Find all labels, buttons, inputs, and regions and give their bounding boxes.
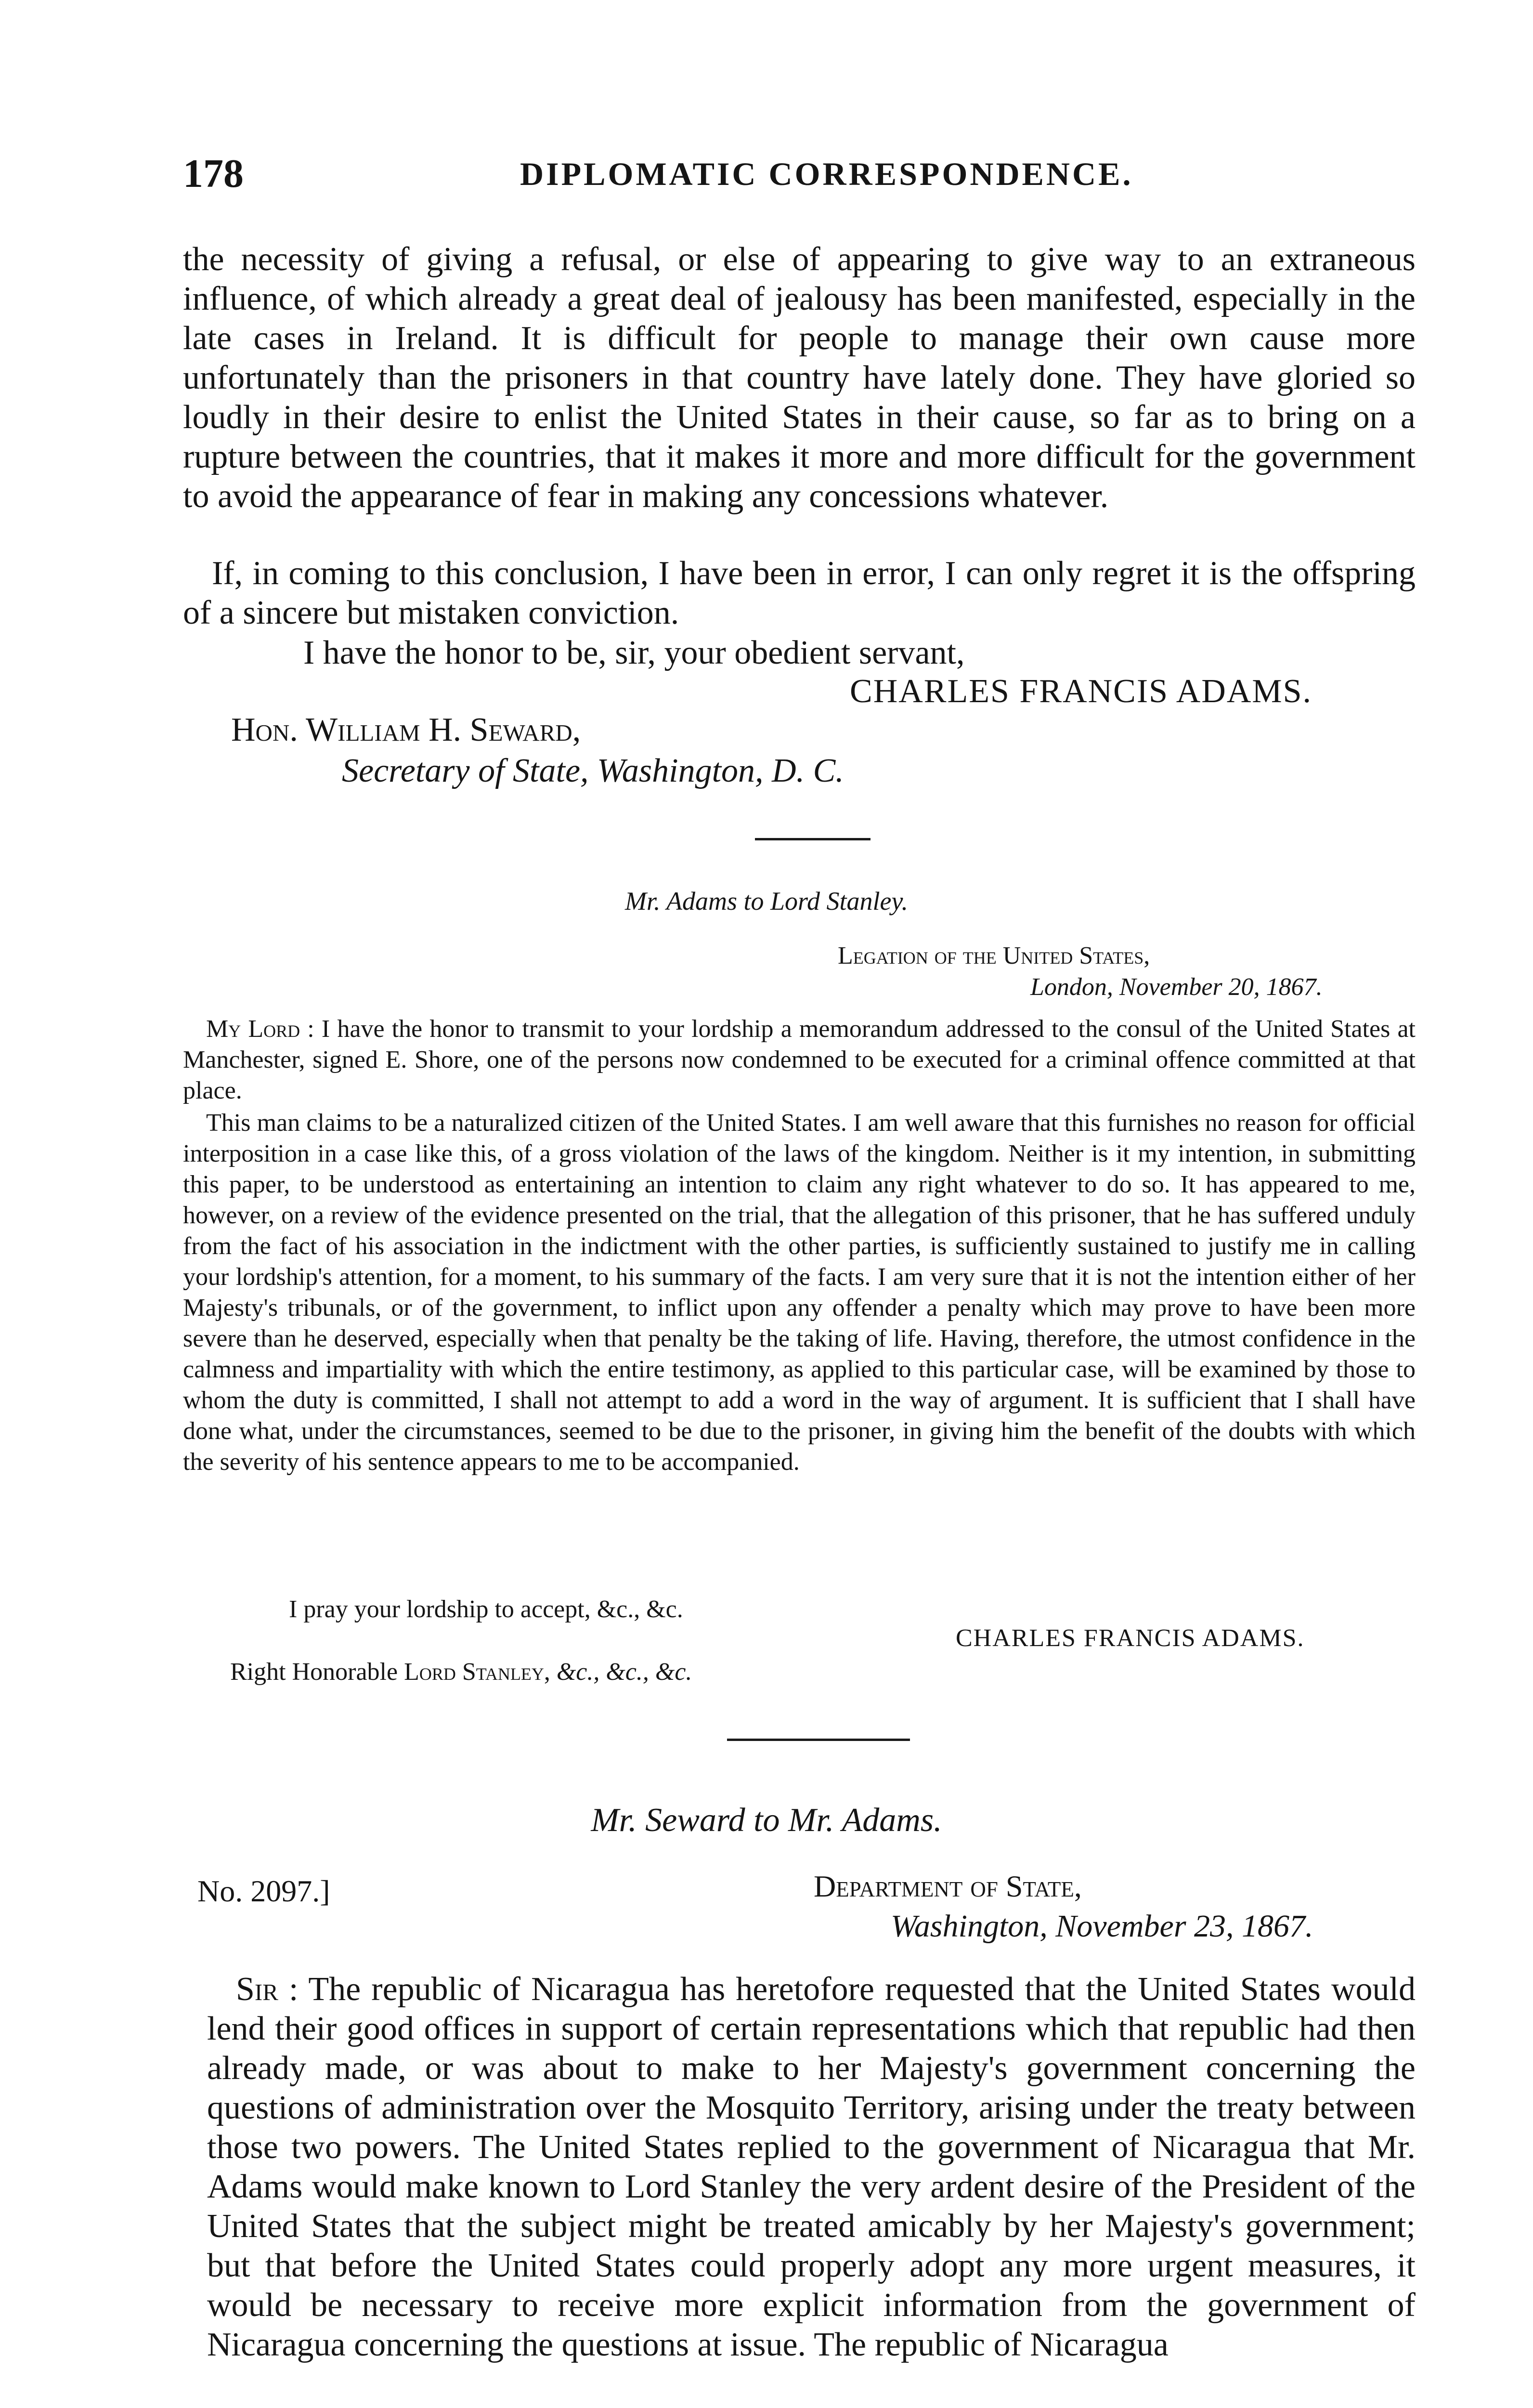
page-header [183,150,1416,203]
letter2-addressee-suffix: &c., &c., &c. [556,1658,692,1686]
letter2-addressee-name: Lord Stanley, [404,1658,550,1686]
section-divider-2 [727,1739,910,1741]
page-number: 178 [183,151,244,196]
letter2-paragraph-1 [183,1014,1416,1106]
letter1-addressee-title: Secretary of State, Washington, D. C. [342,752,844,789]
letter2-paragraph-1-text: I have the honor to transmit to your lordship a memorandum addressed to the consul of the United States at Manchester, signed E. Shore, one of the persons now condemned to be executed for a criminal offence committed at that place. [183,1015,1416,1104]
letter3-paragraph-text: The republic of Nicaragua has heretofore requested that the United States would lend their good offices in support of certain representations which that republic had then already made, or was about to make to her Majesty's government concerning the questions of administration over the Mosquito Territory, arising under the treaty between those two powers. The United States replied to the government of Nicaragua that Mr. Adams would make known to Lord Stanley the very ardent desire of the President of the United States that the subject might be treated amicably by her Majesty's government; but that before the United States could properly adopt any more urgent measures, it would be necessary to receive more explicit information from the government of Nicaragua concerning the questions at issue. The republic of Nicaragua [207,1971,1416,2363]
letter3-place: Department of State, [814,1869,1082,1903]
letter2-signature: CHARLES FRANCIS ADAMS. [956,1624,1305,1652]
letter2-place: Legation of the United States, [838,942,1150,969]
letter3-paragraph [207,1970,1416,2365]
letter1-signature: CHARLES FRANCIS ADAMS. [850,673,1312,710]
letter2-date: London, November 20, 1867. [1030,973,1323,1001]
letter3-number: No. 2097.] [197,1874,330,1908]
letter2-closing: I pray your lordship to accept, &c., &c. [289,1596,683,1623]
letter2-salutation: My Lord : [206,1015,314,1043]
letter2-addressee-prefix: Right Honorable [230,1658,398,1686]
letter3-date-text: Washington, November 23, 1867. [891,1909,1313,1944]
letter2-paragraph-2: This man claims to be a naturalized citizen of the United States. I am well aware that this furnishes no reason for official interposition in a case like this, of a gross violation of the laws of the kingdom. Neither is it my intention, in submitting this paper, to be understood as entertaining an intention to claim any right whatever to do so. It has appeared to me, however, on a review of the evidence presented on the trial, that the allegation of this prisoner, that he has suffered unduly from the fact of his association in the indictment with the other parties, is sufficiently sustained to justify me in calling your lordship's attention, for a moment, to his summary of the facts. I am very sure that it is not the intention either of her Majesty's tribunals, or of the government, to inflict upon any offender a penalty which may prove to have been more severe than he deserved, especially when that penalty be the taking of life. Having, therefore, the utmost confidence in the calmness and impartiality with which the entire testimony, as applied to this particular case, will be examined by those to whom the duty is committed, I shall not attempt to add a word in the way of argument. It is sufficient that I shall have done what, under the circumstances, seemed to be due to the prisoner, in giving him the benefit of the doubts with which the severity of his sentence appears to me to be accompanied. [183,1109,1416,1476]
letter3-date [891,1908,1420,1945]
section-divider [755,838,870,840]
letter1-addressee-name: Hon. William H. Seward, [231,711,581,748]
letter1-paragraph-2: If, in coming to this conclusion, I have been in error, I can only regret it is the offspring of a sincere but mistaken conviction. [183,555,1416,631]
letter2-addressee [230,1657,1193,1688]
letter2-title: Mr. Adams to Lord Stanley. [624,887,909,916]
letter1-closing: I have the honor to be, sir, your obedient servant, [303,634,965,671]
running-head: DIPLOMATIC CORRESPONDENCE. [520,156,1133,192]
letter3-salutation: Sir : [236,1971,299,2008]
letter3-title: Mr. Seward to Mr. Adams. [591,1802,942,1839]
letter1-paragraph-1: the necessity of giving a refusal, or else of appearing to give way to an extraneous influence, of which already a great deal of jealousy has been manifested, especially in the late cases in Ireland. It is difficult for people to manage their own cause more unfortunately than the prisoners in that country have lately done. They have gloried so loudly in their desire to enlist the United States in their cause, so far as to bring on a rupture between the countries, that it makes it more and more difficult for the government to avoid the appearance of fear in making any concessions whatever. [183,241,1416,515]
